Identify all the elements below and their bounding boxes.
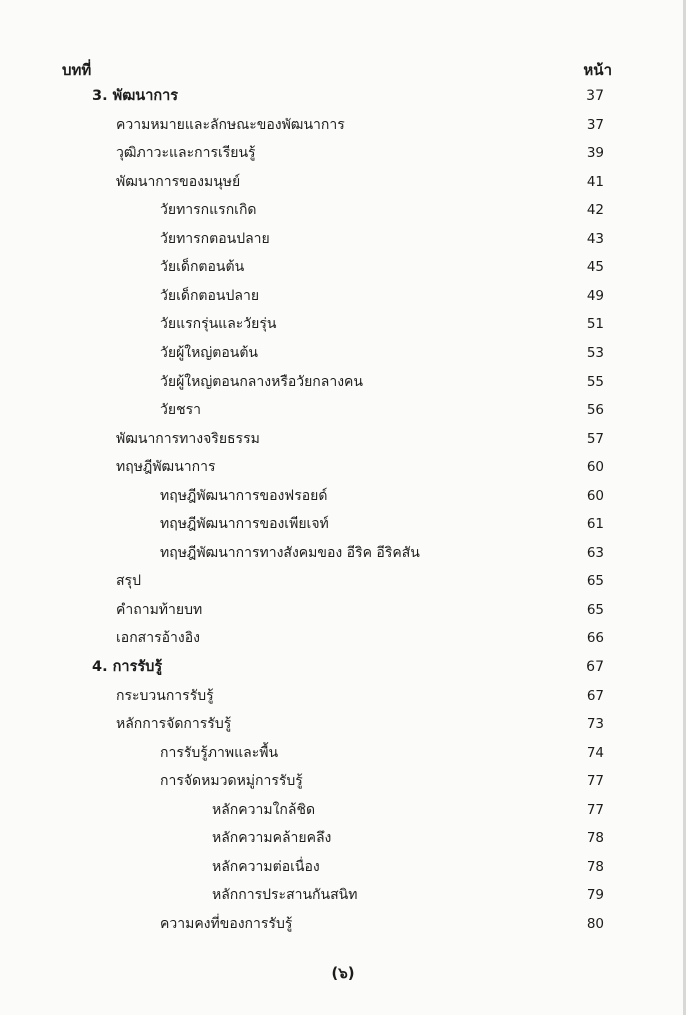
toc-chapter-entry <box>0 657 686 681</box>
toc-entry <box>0 571 686 595</box>
toc-entry <box>0 686 686 710</box>
toc-entry <box>0 486 686 510</box>
toc-entry-page: 73 <box>586 716 604 733</box>
toc-entry-title: วัยทารกแรกเกิด <box>160 202 257 219</box>
toc-entry <box>0 885 686 909</box>
toc-entry <box>0 543 686 567</box>
toc-entry-page: 66 <box>586 630 604 647</box>
toc-entry <box>0 143 686 167</box>
toc-entry <box>0 372 686 396</box>
toc-entry-title: ความหมายและลักษณะของพัฒนาการ <box>116 116 345 133</box>
toc-entry-title: หลักการประสานกันสนิท <box>212 887 358 904</box>
toc-entry <box>0 314 686 338</box>
toc-entry-page: 77 <box>586 773 604 790</box>
toc-entry-page: 42 <box>586 202 604 219</box>
toc-entry <box>0 714 686 738</box>
toc-entry <box>0 286 686 310</box>
toc-entry-title: ทฤษฎีพัฒนาการของเพียเจท์ <box>160 516 329 533</box>
toc-entry-title: วัยแรกรุ่นและวัยรุ่น <box>160 316 277 333</box>
toc-entry-page: 65 <box>586 601 604 618</box>
toc-entry-title: วัยผู้ใหญ่ตอนกลางหรือวัยกลางคน <box>160 373 363 390</box>
toc-entry-page: 49 <box>586 287 604 304</box>
page-number: (๖) <box>331 964 355 982</box>
toc-entry-page: 74 <box>586 744 604 761</box>
chapter-column-header: บทที่ <box>62 61 92 79</box>
toc-entry-title: วุฒิภาวะและการเรียนรู้ <box>116 145 256 162</box>
toc-entry <box>0 172 686 196</box>
toc-entry-page: 37 <box>586 88 604 104</box>
toc-entry <box>0 857 686 881</box>
toc-entry <box>0 229 686 253</box>
toc-entry-page: 53 <box>586 344 604 361</box>
toc-entry-title: การจัดหมวดหมู่การรับรู้ <box>160 773 303 790</box>
toc-entry-page: 37 <box>586 116 604 133</box>
toc-entry <box>0 800 686 824</box>
toc-entry-title: 4. การรับรู้ <box>92 659 163 675</box>
toc-entry-page: 67 <box>586 659 604 675</box>
toc-entry <box>0 628 686 652</box>
toc-entry-title: วัยทารกตอนปลาย <box>160 230 270 247</box>
toc-entry-page: 55 <box>586 373 604 390</box>
toc-entry <box>0 828 686 852</box>
toc-entry-title: พัฒนาการของมนุษย์ <box>116 173 241 190</box>
toc-entry-page: 67 <box>586 687 604 704</box>
toc-entry-page: 45 <box>586 259 604 276</box>
toc-entry-page: 79 <box>586 887 604 904</box>
toc-entry-page: 65 <box>586 573 604 590</box>
toc-entry-page: 57 <box>586 430 604 447</box>
toc-entry-title: ทฤษฎีพัฒนาการทางสังคมของ อีริค อีริคสัน <box>160 544 420 561</box>
toc-entry-page: 63 <box>586 544 604 561</box>
toc-entry-title: ทฤษฎีพัฒนาการของฟรอยด์ <box>160 487 328 504</box>
toc-entry <box>0 200 686 224</box>
page-column-header: หน้า <box>583 61 612 79</box>
toc-entry-title: หลักการจัดการรับรู้ <box>116 716 232 733</box>
toc-entry <box>0 400 686 424</box>
toc-entry-title: หลักความคล้ายคลึง <box>212 830 332 847</box>
toc-entry-title: กระบวนการรับรู้ <box>116 687 214 704</box>
toc-entry-page: 41 <box>586 173 604 190</box>
toc-entry-title: 3. พัฒนาการ <box>92 88 179 104</box>
toc-entry-page: 51 <box>586 316 604 333</box>
toc-entry-title: การรับรู้ภาพและพื้น <box>160 744 279 761</box>
toc-entry-page: 43 <box>586 230 604 247</box>
toc-entry <box>0 743 686 767</box>
toc-entry <box>0 343 686 367</box>
toc-chapter-entry <box>0 86 686 110</box>
toc-entry <box>0 257 686 281</box>
toc-entry <box>0 457 686 481</box>
toc-entry-title: ความคงที่ของการรับรู้ <box>160 915 293 932</box>
toc-entry-title: วัยผู้ใหญ่ตอนต้น <box>160 344 258 361</box>
toc-entry-title: วัยเด็กตอนต้น <box>160 259 245 276</box>
toc-entry-title: ทฤษฎีพัฒนาการ <box>116 459 216 476</box>
toc-entry-title: เอกสารอ้างอิง <box>116 630 200 647</box>
toc-entry <box>0 771 686 795</box>
toc-entry <box>0 514 686 538</box>
toc-entry-page: 77 <box>586 801 604 818</box>
toc-entry-title: วัยเด็กตอนปลาย <box>160 287 260 304</box>
toc-entry <box>0 600 686 624</box>
toc-entry-page: 78 <box>586 858 604 875</box>
toc-entry <box>0 429 686 453</box>
toc-entry-title: พัฒนาการทางจริยธรรม <box>116 430 260 447</box>
toc-entry-page: 78 <box>586 830 604 847</box>
toc-entry-title: คำถามท้ายบท <box>116 601 203 618</box>
toc-entry <box>0 115 686 139</box>
toc-entry-page: 80 <box>586 915 604 932</box>
toc-entry-title: หลักความต่อเนื่อง <box>212 858 320 875</box>
toc-entry-page: 56 <box>586 402 604 419</box>
toc-entry-title: วัยชรา <box>160 402 201 419</box>
toc-entry-title: หลักความใกล้ชิด <box>212 801 316 818</box>
toc-entry-page: 60 <box>586 459 604 476</box>
toc-entry <box>0 914 686 938</box>
toc-entry-page: 60 <box>586 487 604 504</box>
toc-entry-page: 39 <box>586 145 604 162</box>
toc-entry-page: 61 <box>586 516 604 533</box>
toc-entry-title: สรุป <box>116 573 141 590</box>
